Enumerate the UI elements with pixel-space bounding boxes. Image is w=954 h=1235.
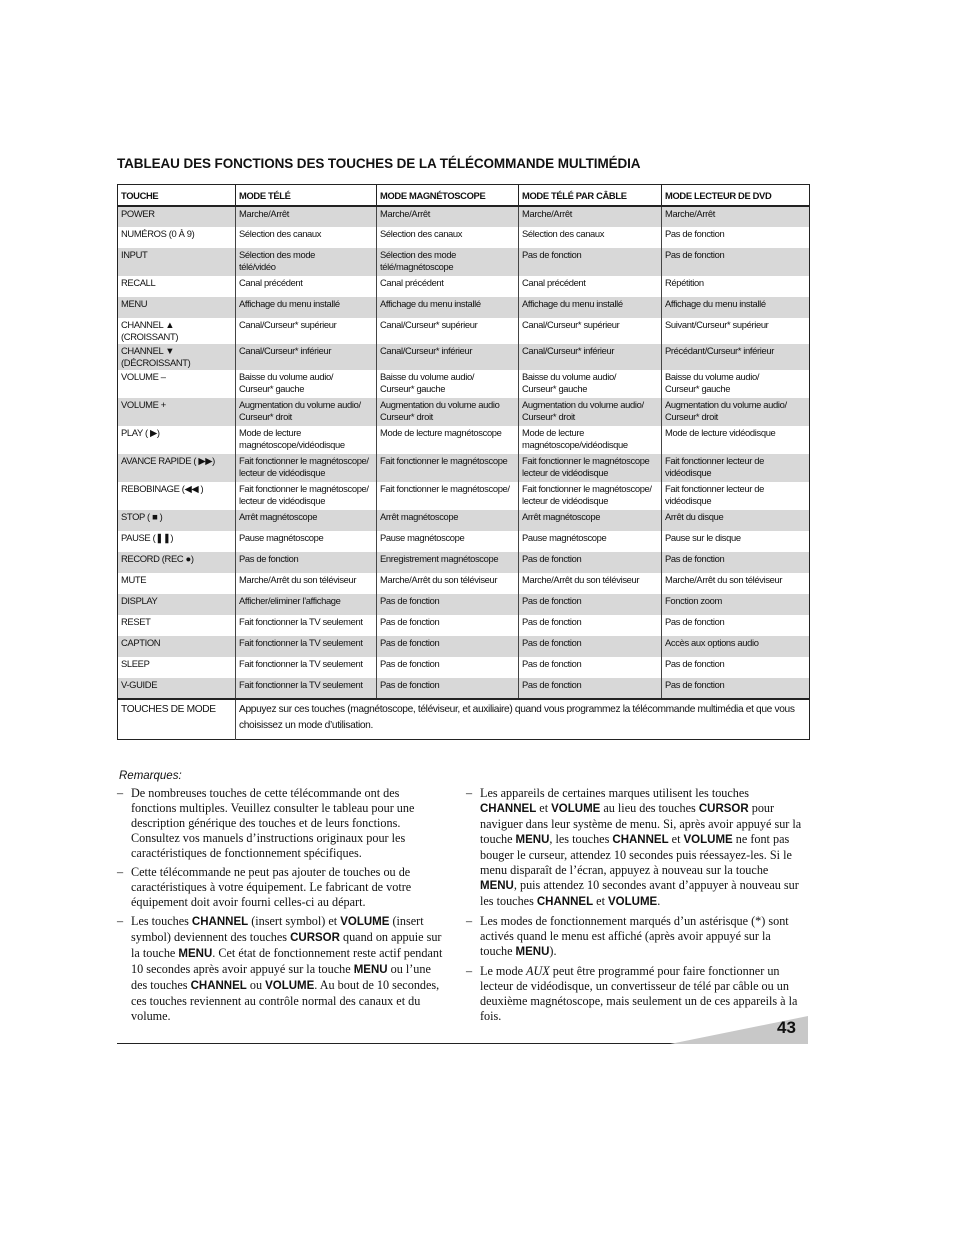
function-cell: Pas de fonction <box>519 657 662 678</box>
function-cell: Canal précédent <box>236 276 377 297</box>
key-name: VOLUME <box>608 896 658 908</box>
remark-text: et <box>668 832 684 846</box>
key-name-cell: DISPLAY <box>118 594 236 615</box>
function-cell: Fait fonctionner lecteur de vidéodisque <box>662 454 810 482</box>
remarks-label: Remarques: <box>119 770 182 782</box>
function-cell: Baisse du volume audio/ Curseur* gauche <box>519 370 662 398</box>
function-cell: Pas de fonction <box>377 657 519 678</box>
remark-text: ou <box>246 978 266 992</box>
table-row <box>118 318 810 344</box>
key-name: VOLUME <box>551 803 601 815</box>
remark-text: au lieu des touches <box>600 801 699 815</box>
key-name-cell: AVANCE RAPIDE ( ▶▶) <box>118 454 236 482</box>
remark-text: ou l’une des touches <box>131 962 431 992</box>
table-row <box>118 636 810 657</box>
remark-item <box>466 786 806 910</box>
key-name-cell: MENU <box>118 297 236 318</box>
function-cell: Fait fonctionner le magnétoscope/ lecteur de vidéodisque <box>519 482 662 510</box>
key-name-cell: STOP ( ■ ) <box>118 510 236 531</box>
function-cell: Pas de fonction <box>662 678 810 699</box>
key-name: CURSOR <box>290 932 340 944</box>
function-cell: Pas de fonction <box>519 552 662 573</box>
function-cell: Canal/Curseur* supérieur <box>519 318 662 344</box>
function-cell: Marche/Arrêt du son téléviseur <box>519 573 662 594</box>
key-name-cell: VOLUME – <box>121 371 166 382</box>
function-cell: Marche/Arrêt <box>236 206 377 227</box>
key-name-cell: TOUCHES DE MODE <box>118 699 236 739</box>
function-cell: Arrêt du disque <box>662 510 810 531</box>
dash-bullet: – <box>466 914 473 928</box>
key-name-cell: POWER <box>118 206 236 227</box>
function-cell: Augmentation du volume audio Curseur* droit <box>377 398 519 426</box>
function-cell: Afficher/eliminer l’affichage <box>236 594 377 615</box>
table-row <box>118 678 810 699</box>
function-cell: Pas de fonction <box>236 552 377 573</box>
function-cell: Fait fonctionner le magnétoscope/ lecteur de vidéodisque <box>236 454 377 482</box>
page-number: 43 <box>777 1018 796 1037</box>
key-name: MENU <box>515 946 550 958</box>
remark-text: et <box>536 801 552 815</box>
remark-text: ne font pas bouger le curseur, attendez 10 secondes puis réessayez-les. Si le menu disparaît de l’écran, appuyez à nouveau sur la touche <box>480 832 792 877</box>
mode-keys-description: Appuyez sur ces touches (magnétoscope, téléviseur, et auxiliaire) quand vous programmez la télécommande multimédia et que vous choisissez un mode d’utilisation. <box>236 699 810 739</box>
remark-text: quand on appuie sur la touche <box>131 930 442 960</box>
key-name: CHANNEL <box>480 803 537 815</box>
function-cell: Canal/Curseur* inférieur <box>236 344 377 370</box>
function-cell: Canal précédent <box>519 276 662 297</box>
key-name-cell: CHANNEL ▼ (DÉCROISSANT) <box>118 344 236 370</box>
table-header-cell: MODE MAGNÉTOSCOPE <box>377 185 519 207</box>
table-header-row <box>118 185 810 207</box>
function-cell: Affichage du menu installé <box>662 297 810 318</box>
table-header-cell: MODE LECTEUR DE DVD <box>662 185 810 207</box>
function-cell: Sélection des canaux <box>236 227 377 248</box>
key-name-cell: MUTE <box>121 574 147 585</box>
function-cell: Sélection des mode télé/vidéo <box>236 248 377 276</box>
dash-bullet: – <box>466 964 473 978</box>
function-cell: Fait fonctionner le magnétoscope <box>377 454 519 482</box>
remarks-left-column <box>117 786 447 1028</box>
key-name-cell: RECORD (REC ●) <box>118 552 236 573</box>
function-cell: Pas de fonction <box>377 636 519 657</box>
function-cell: Pause magnétoscope <box>377 531 519 552</box>
function-cell: Sélection des canaux <box>377 227 519 248</box>
remark-item <box>117 786 447 861</box>
remark-item <box>117 914 447 1024</box>
function-cell: Pas de fonction <box>519 636 662 657</box>
dash-bullet: – <box>117 865 124 879</box>
page-title: TABLEAU DES FONCTIONS DES TOUCHES DE LA TÉLÉCOMMANDE MULTIMÉDIA <box>117 156 641 171</box>
key-name: MENU <box>178 948 213 960</box>
remark-text: AUX <box>526 964 550 978</box>
key-name-cell: V-GUIDE <box>118 678 236 699</box>
remark-text: , puis attendez 10 secondes avant d’appuyer à nouveau sur les touches <box>480 878 799 908</box>
key-name-cell: PLAY ( ▶) <box>121 427 160 438</box>
function-cell: Augmentation du volume audio/ Curseur* droit <box>236 398 377 426</box>
table-row <box>118 426 810 454</box>
key-name: VOLUME <box>340 916 390 928</box>
key-name-cell: RECALL <box>121 277 156 288</box>
remark-text: ). <box>549 944 557 958</box>
function-cell: Canal/Curseur* supérieur <box>236 318 377 344</box>
key-name: MENU <box>480 880 514 892</box>
table-row <box>118 297 810 318</box>
function-cell: Mode de lecture vidéodisque <box>662 426 810 454</box>
table-header-cell: MODE TÉLÉ <box>236 185 377 207</box>
table-row <box>118 482 810 510</box>
function-cell: Enregistrement magnétoscope <box>377 552 519 573</box>
table-row <box>118 573 810 594</box>
function-cell: Précédant/Curseur* inférieur <box>662 344 810 370</box>
function-cell: Pause magnétoscope <box>236 531 377 552</box>
table-row <box>118 454 810 482</box>
key-name: MENU <box>353 964 388 976</box>
function-cell: Pas de fonction <box>519 594 662 615</box>
key-name: CHANNEL <box>190 980 247 992</box>
key-name: CHANNEL <box>612 834 669 846</box>
function-cell: Pas de fonction <box>662 615 810 636</box>
function-cell: Affichage du menu installé <box>519 297 662 318</box>
function-cell: Pas de fonction <box>519 615 662 636</box>
function-cell: Augmentation du volume audio/ Curseur* droit <box>662 398 810 426</box>
remark-text: , les touches <box>549 832 613 846</box>
function-cell: Répétition <box>662 276 810 297</box>
function-cell: Mode de lecture magnétoscope <box>377 426 519 454</box>
function-cell: Augmentation du volume audio/ Curseur* droit <box>519 398 662 426</box>
table-header-cell: MODE TÉLÉ PAR CÂBLE <box>519 185 662 207</box>
table-row <box>118 206 810 227</box>
key-name-cell: SLEEP <box>121 658 150 669</box>
function-cell: Pas de fonction <box>662 248 810 276</box>
function-cell: Fait fonctionner la TV seulement <box>236 636 377 657</box>
function-cell: Arrêt magnétoscope <box>236 510 377 531</box>
function-cell: Pas de fonction <box>377 678 519 699</box>
function-cell: Pause sur le disque <box>662 531 810 552</box>
remark-text: . <box>657 894 661 908</box>
table-row <box>118 510 810 531</box>
remark-item <box>466 914 806 960</box>
table-row <box>118 615 810 636</box>
key-name: VOLUME <box>265 980 315 992</box>
function-cell: Canal/Curseur* inférieur <box>519 344 662 370</box>
function-cell: Pas de fonction <box>519 248 662 276</box>
remark-text: Les touches <box>131 914 192 928</box>
function-cell: Pas de fonction <box>662 657 810 678</box>
table-row-mode-keys <box>118 699 810 739</box>
table-row <box>118 398 810 426</box>
key-name-cell: PAUSE (❚❚) <box>121 532 174 543</box>
function-cell: Pas de fonction <box>377 594 519 615</box>
table-row <box>118 552 810 573</box>
function-cell: Arrêt magnétoscope <box>377 510 519 531</box>
key-name: VOLUME <box>683 834 733 846</box>
function-cell: Affichage du menu installé <box>236 297 377 318</box>
remark-text: (insert symbol) et <box>248 914 341 928</box>
function-cell: Marche/Arrêt <box>519 206 662 227</box>
function-cell: Baisse du volume audio/ Curseur* gauche <box>236 370 377 398</box>
key-name: MENU <box>515 834 550 846</box>
remarks-right-column <box>466 786 806 1028</box>
remark-text: . Au bout de 10 secondes, ces touches reviennent au contrôle normal des canaux et du volume. <box>131 978 440 1023</box>
function-cell: Suivant/Curseur* supérieur <box>662 318 810 344</box>
remark-text: Cette télécommande ne peut pas ajouter de touches ou de caractéristiques à votre équipement. Le fabricant de votre équipement doit avoir fourni celles-ci au départ. <box>131 865 412 909</box>
function-cell: Canal/Curseur* supérieur <box>377 318 519 344</box>
remark-text: Les appareils de certaines marques utilisent les touches <box>480 786 750 800</box>
function-cell: Mode de lecture magnétoscope/vidéodisque <box>236 426 377 454</box>
function-cell: Fait fonctionner le magnétoscope lecteur de vidéodisque <box>519 454 662 482</box>
key-name-cell: REBOBINAGE (◀◀ ) <box>121 483 204 494</box>
table-row <box>118 594 810 615</box>
function-cell: Marche/Arrêt <box>377 206 519 227</box>
function-cell: Marche/Arrêt du son téléviseur <box>236 573 377 594</box>
table-row <box>118 344 810 370</box>
table-row <box>118 276 810 297</box>
function-cell: Sélection des canaux <box>519 227 662 248</box>
remark-text: . Cet état de fonctionnement reste actif pendant 10 secondes après avoir appuyé sur la touche <box>131 946 443 976</box>
function-cell: Pas de fonction <box>662 552 810 573</box>
function-cell: Arrêt magnétoscope <box>519 510 662 531</box>
remark-item <box>466 964 806 1024</box>
function-cell: Sélection des mode télé/magnétoscope <box>377 248 519 276</box>
function-cell: Pas de fonction <box>519 678 662 699</box>
table-row <box>118 227 810 248</box>
remark-text: pour naviguer dans leur système de menu. Si, après avoir appuyé sur la touche <box>480 801 802 846</box>
table-row <box>118 370 810 398</box>
key-name-cell: NUMÉROS (0 À 9) <box>121 228 195 239</box>
function-cell: Marche/Arrêt du son téléviseur <box>377 573 519 594</box>
function-cell: Fait fonctionner la TV seulement <box>236 678 377 699</box>
remark-item <box>117 865 447 910</box>
remark-text: Les modes de fonctionnement marqués d’un astérisque (*) sont activés quand le menu est affiché (après avoir appuyé sur la touche <box>480 914 789 958</box>
table-row <box>118 531 810 552</box>
function-cell: Canal/Curseur* inférieur <box>377 344 519 370</box>
key-name-cell: INPUT <box>118 248 236 276</box>
key-name: CHANNEL <box>536 896 594 908</box>
remark-text: peut être programmé pour faire fonctionner un lecteur de vidéodisque, un convertisseur de télé par câble ou un deuxième magnétoscope, mais seulement un de ces appareils à la fois. <box>480 964 798 1023</box>
remark-text: De nombreuses touches de cette télécommande ont des fonctions multiples. Veuillez consulter le tableau pour une description générique des touches et de leurs fonctions. Consultez vos manuels d’instructions originaux pour les caractéristiques de fonctionnement spécifiques. <box>131 786 415 860</box>
function-table <box>117 184 810 740</box>
function-cell: Mode de lecture magnétoscope/vidéodisque <box>519 426 662 454</box>
function-cell: Fait fonctionner la TV seulement <box>236 657 377 678</box>
remark-text: Le mode <box>480 964 527 978</box>
table-row <box>118 248 810 276</box>
function-cell: Marche/Arrêt du son téléviseur <box>662 573 810 594</box>
table-header-cell: TOUCHE <box>118 185 236 207</box>
function-cell: Fait fonctionner le magnétoscope/ <box>377 482 519 510</box>
function-cell: Pas de fonction <box>662 227 810 248</box>
function-cell: Affichage du menu installé <box>377 297 519 318</box>
function-cell: Fait fonctionner lecteur de vidéodisque <box>662 482 810 510</box>
remark-text: et <box>593 894 608 908</box>
key-name-cell: CHANNEL ▲ (CROISSANT) <box>121 319 179 342</box>
function-cell: Pause magnétoscope <box>519 531 662 552</box>
function-cell: Fait fonctionner le magnétoscope/ lecteur de vidéodisque <box>236 482 377 510</box>
key-name-cell: VOLUME + <box>118 398 236 426</box>
dash-bullet: – <box>466 786 473 800</box>
remark-text: (insert symbol) deviennent des touches <box>131 914 424 944</box>
function-cell: Fait fonctionner la TV seulement <box>236 615 377 636</box>
key-name-cell: CAPTION <box>118 636 236 657</box>
dash-bullet: – <box>117 914 124 928</box>
key-name: CHANNEL <box>191 916 249 928</box>
table-row <box>118 657 810 678</box>
function-cell: Baisse du volume audio/ Curseur* gauche <box>662 370 810 398</box>
function-cell: Fonction zoom <box>662 594 810 615</box>
function-cell: Accès aux options audio <box>662 636 810 657</box>
function-cell: Pas de fonction <box>377 615 519 636</box>
key-name: CURSOR <box>698 803 749 815</box>
function-cell: Canal précédent <box>377 276 519 297</box>
function-cell: Baisse du volume audio/ Curseur* gauche <box>377 370 519 398</box>
key-name-cell: RESET <box>121 616 151 627</box>
function-cell: Marche/Arrêt <box>662 206 810 227</box>
dash-bullet: – <box>117 786 124 800</box>
